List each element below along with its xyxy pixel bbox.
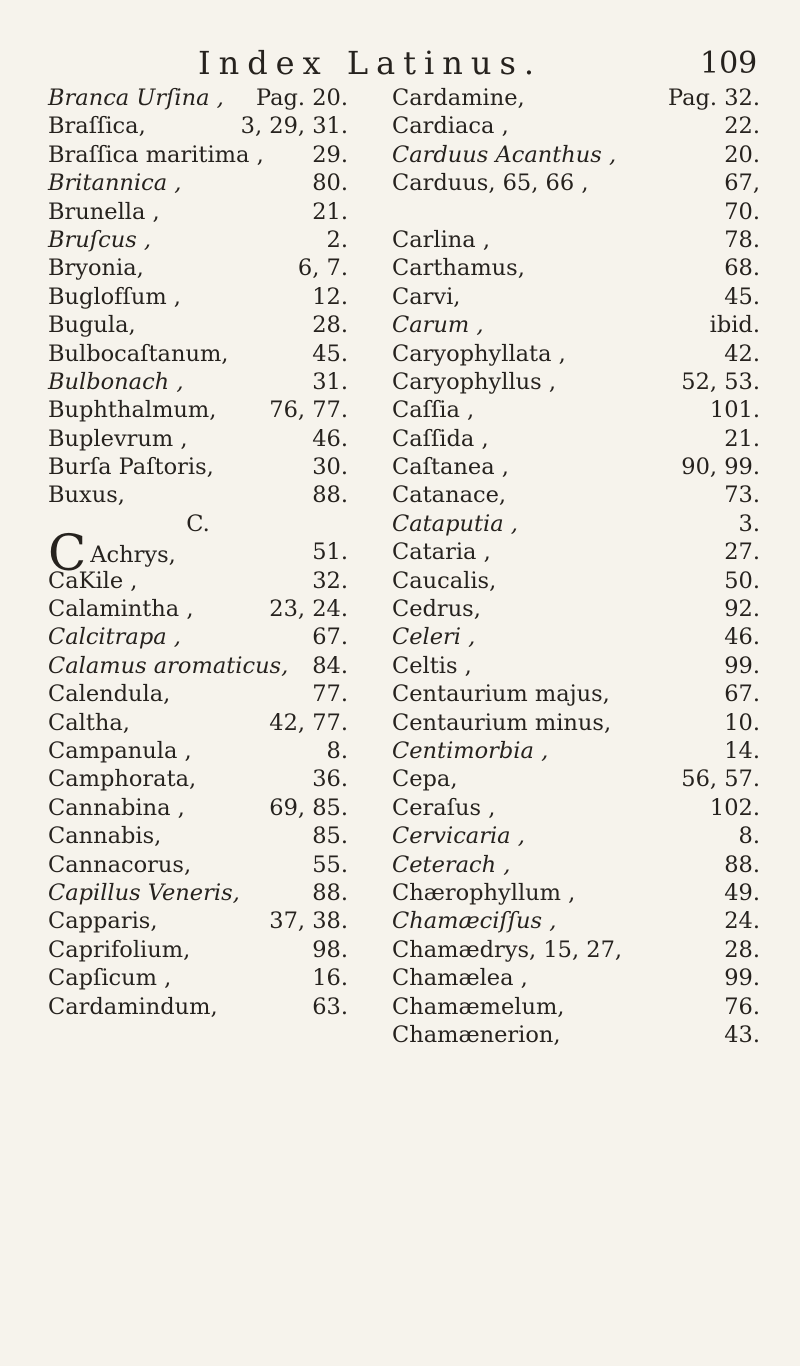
entry-pages: 22. — [724, 113, 760, 140]
entry-term: Ceterach , — [392, 851, 511, 878]
entry-term: Bugula, — [48, 312, 136, 339]
entry-term: Carthamus, — [392, 255, 525, 282]
entry-term: Caryophyllus , — [392, 368, 556, 395]
index-entry — [48, 623, 348, 651]
entry-pages: 29. — [312, 141, 348, 168]
entry-pages: 21. — [312, 198, 348, 225]
entry-term: Bulbocaſtanum, — [48, 340, 229, 367]
index-entry — [392, 226, 760, 254]
entry-pages: 67. — [312, 624, 348, 651]
entry-term: Catanace, — [392, 482, 507, 509]
index-entry — [48, 453, 348, 481]
index-entry — [392, 311, 760, 339]
entry-term: Burſa Paſtoris, — [48, 454, 214, 481]
entry-term: Carduus Acanthus , — [392, 141, 617, 168]
entry-pages: 32. — [312, 567, 348, 594]
section-letter: C. — [186, 510, 210, 537]
entry-term-text: Achrys, — [90, 542, 176, 569]
entry-term: Carduus, 65, 66 , — [392, 170, 589, 197]
entry-pages: 8. — [326, 737, 348, 764]
index-entry — [48, 851, 348, 879]
index-entry — [392, 595, 760, 623]
index-entry — [392, 993, 760, 1021]
entry-pages: 67, — [724, 170, 760, 197]
entry-pages: 98. — [312, 936, 348, 963]
index-entry — [392, 1021, 760, 1049]
entry-term: Centimorbia , — [392, 737, 549, 764]
entry-pages: ibid. — [709, 312, 760, 339]
entry-pages: 49. — [724, 879, 760, 906]
entry-pages: 85. — [312, 823, 348, 850]
entry-pages: 10. — [724, 709, 760, 736]
running-title: Index Latinus. — [197, 44, 543, 82]
entry-term: Branca Urſina , — [48, 85, 224, 111]
entry-pages: 78. — [724, 226, 760, 253]
index-entry — [48, 907, 348, 935]
index-entry — [392, 794, 760, 822]
entry-pages: 6, 7. — [297, 255, 348, 282]
index-entry — [392, 112, 760, 140]
index-entry — [392, 907, 760, 935]
index-entry — [48, 340, 348, 368]
entry-term: CaKile , — [48, 567, 138, 594]
index-entry — [392, 964, 760, 992]
entry-term: Capillus Veneris, — [48, 879, 240, 906]
index-entry — [392, 396, 760, 424]
entry-pages: 30. — [312, 454, 348, 481]
entry-pages: 69, 85. — [269, 794, 348, 821]
entry-pages: 45. — [312, 340, 348, 367]
entry-pages: 56, 57. — [681, 766, 760, 793]
entry-pages: 37, 38. — [269, 908, 348, 935]
entry-pages: 76, 77. — [269, 397, 348, 424]
entry-term: Buglofſum , — [48, 283, 181, 310]
index-entry — [48, 709, 348, 737]
index-entry — [48, 481, 348, 509]
entry-pages: 45. — [724, 283, 760, 310]
index-entry — [392, 254, 760, 282]
entry-pages: 52, 53. — [681, 368, 760, 395]
entry-pages: 50. — [724, 567, 760, 594]
entry-term: Calamus aromaticus, — [48, 652, 289, 679]
index-entry — [48, 84, 348, 112]
entry-term: Cataputia , — [392, 510, 518, 537]
entry-term: Chamælea , — [392, 965, 528, 992]
entry-pages: 3. — [738, 510, 760, 537]
entry-term: Celtis , — [392, 652, 472, 679]
entry-pages: 90, 99. — [681, 454, 760, 481]
index-entry — [392, 481, 760, 509]
index-entry — [48, 737, 348, 765]
entry-term: Chamædrys, 15, 27, — [392, 936, 623, 963]
entry-term: Caucalis, — [392, 567, 497, 594]
entry-term: Cannabina , — [48, 794, 185, 821]
entry-term: Caſſia , — [392, 397, 475, 424]
entry-term: Braſſica maritima , — [48, 141, 264, 168]
entry-term: Brunella , — [48, 198, 160, 225]
entry-pages: 70. — [724, 198, 760, 225]
entry-pages: 43. — [724, 1021, 760, 1048]
entry-term: Chamæmelum, — [392, 993, 565, 1020]
entry-pages: 23, 24. — [269, 596, 348, 623]
index-entry — [48, 141, 348, 169]
index-entry — [48, 283, 348, 311]
index-entry — [48, 368, 348, 396]
entry-pages: 68. — [724, 255, 760, 282]
index-entry — [48, 993, 348, 1021]
entry-pages: 42, 77. — [269, 709, 348, 736]
index-entry — [392, 510, 760, 538]
entry-term: Caryophyllata , — [392, 340, 566, 367]
index-entry — [392, 851, 760, 879]
index-entry — [48, 936, 348, 964]
entry-term: Chærophyllum , — [392, 879, 576, 906]
index-entry — [48, 112, 348, 140]
index-entry — [392, 822, 760, 850]
entry-pages: 46. — [312, 425, 348, 452]
entry-term: Carlina , — [392, 226, 490, 253]
entry-pages: 24. — [724, 908, 760, 935]
index-entry — [392, 879, 760, 907]
index-entry — [392, 141, 760, 169]
entry-term: Campanula , — [48, 737, 192, 764]
index-column-right — [392, 84, 760, 1049]
entry-term: Chamænerion, — [392, 1021, 561, 1048]
index-entry — [48, 595, 348, 623]
entry-pages: 14. — [724, 737, 760, 764]
entry-pages: 88. — [724, 851, 760, 878]
entry-pages: 2. — [326, 226, 348, 253]
entry-pages: 20. — [724, 141, 760, 168]
index-entry — [392, 538, 760, 566]
entry-term: Calamintha , — [48, 596, 194, 623]
entry-pages: 101. — [709, 397, 760, 424]
entry-pages: 77. — [312, 681, 348, 708]
index-entry — [392, 340, 760, 368]
page-number: 109 — [700, 46, 758, 81]
index-entry — [392, 680, 760, 708]
entry-term: Cardamindum, — [48, 993, 218, 1020]
index-entry — [392, 169, 760, 197]
index-entry — [392, 765, 760, 793]
index-entry — [48, 425, 348, 453]
entry-term: Cardiaca , — [392, 113, 509, 140]
entry-pages: 63. — [312, 993, 348, 1020]
entry-pages: 102. — [709, 794, 760, 821]
index-entry — [48, 311, 348, 339]
entry-term: Capſicum , — [48, 965, 172, 992]
entry-term: Cervicaria , — [392, 823, 525, 850]
entry-pages: 28. — [724, 936, 760, 963]
entry-term: Chamæciſſus , — [392, 908, 557, 935]
entry-pages: 27. — [724, 539, 760, 566]
index-entry — [48, 396, 348, 424]
index-entry — [48, 198, 348, 226]
entry-term: Celeri , — [392, 624, 476, 651]
index-column-left — [48, 84, 348, 1021]
entry-term: Cedrus, — [392, 596, 481, 623]
entry-pages: 21. — [724, 425, 760, 452]
entry-pages: 16. — [312, 965, 348, 992]
index-entry — [48, 794, 348, 822]
entry-pages: 67. — [724, 681, 760, 708]
entry-pages: 28. — [312, 312, 348, 339]
entry-term: Calendula, — [48, 681, 171, 708]
entry-pages: 55. — [312, 851, 348, 878]
entry-pages: 36. — [312, 766, 348, 793]
entry-pages: 73. — [724, 482, 760, 509]
entry-term: Calcitrapa , — [48, 624, 181, 651]
entry-pages: 88. — [312, 879, 348, 906]
index-entry — [392, 198, 760, 226]
entry-term: Buphthalmum, — [48, 397, 217, 424]
index-entry — [392, 453, 760, 481]
entry-pages: 51. — [312, 539, 348, 566]
entry-term: Bryonia, — [48, 255, 144, 282]
entry-pages: 12. — [312, 283, 348, 310]
entry-pages: 99. — [724, 965, 760, 992]
index-entry — [392, 623, 760, 651]
entry-term: Centaurium majus, — [392, 681, 610, 708]
entry-pages: 31. — [312, 368, 348, 395]
entry-pages: 92. — [724, 596, 760, 623]
entry-pages: 80. — [312, 170, 348, 197]
entry-term: Braſſica, — [48, 113, 146, 140]
entry-term: Cannacorus, — [48, 851, 192, 878]
index-entry — [392, 709, 760, 737]
entry-term: Carum , — [392, 312, 484, 339]
entry-pages: 42. — [724, 340, 760, 367]
entry-pages: Pag. 32. — [667, 85, 760, 111]
entry-term: Cataria , — [392, 539, 491, 566]
index-entry — [392, 936, 760, 964]
index-entry — [48, 226, 348, 254]
index-entry — [48, 680, 348, 708]
entry-pages: 8. — [738, 823, 760, 850]
entry-term: Cepa, — [392, 766, 458, 793]
index-entry — [392, 737, 760, 765]
entry-term: Bulbonach , — [48, 368, 184, 395]
entry-pages: 76. — [724, 993, 760, 1020]
index-entry — [48, 822, 348, 850]
entry-pages: 3, 29, 31. — [240, 113, 348, 140]
entry-term: Centaurium minus, — [392, 709, 612, 736]
entry-term: Camphorata, — [48, 766, 197, 793]
entry-term: Britannica , — [48, 170, 182, 197]
entry-term: Bruſcus , — [48, 226, 152, 253]
entry-term: Buxus, — [48, 482, 125, 509]
entry-term: Carvi, — [392, 283, 461, 310]
entry-pages: 99. — [724, 652, 760, 679]
index-entry — [392, 283, 760, 311]
index-entry — [392, 652, 760, 680]
index-entry — [392, 84, 760, 112]
entry-term: Capparis, — [48, 908, 158, 935]
index-entry — [48, 879, 348, 907]
index-entry — [48, 254, 348, 282]
entry-term: Caſtanea , — [392, 454, 509, 481]
entry-term: Cannabis, — [48, 823, 162, 850]
entry-pages: 46. — [724, 624, 760, 651]
index-entry — [392, 567, 760, 595]
entry-pages: Pag. 20. — [255, 85, 348, 111]
index-entry — [392, 368, 760, 396]
index-entry — [392, 425, 760, 453]
drop-cap-initial: C — [48, 524, 87, 583]
entry-pages: 84. — [312, 652, 348, 679]
entry-term: Cardamine, — [392, 85, 525, 111]
index-entry — [48, 652, 348, 680]
entry-term: Ceraſus , — [392, 794, 496, 821]
index-entry — [48, 567, 348, 595]
entry-term: Caprifolium, — [48, 936, 191, 963]
index-entry — [48, 765, 348, 793]
index-entry — [48, 169, 348, 197]
entry-term: Caltha, — [48, 709, 130, 736]
index-entry — [48, 964, 348, 992]
entry-pages: 88. — [312, 482, 348, 509]
entry-term: Buplevrum , — [48, 425, 188, 452]
entry-term: Caſſida , — [392, 425, 489, 452]
